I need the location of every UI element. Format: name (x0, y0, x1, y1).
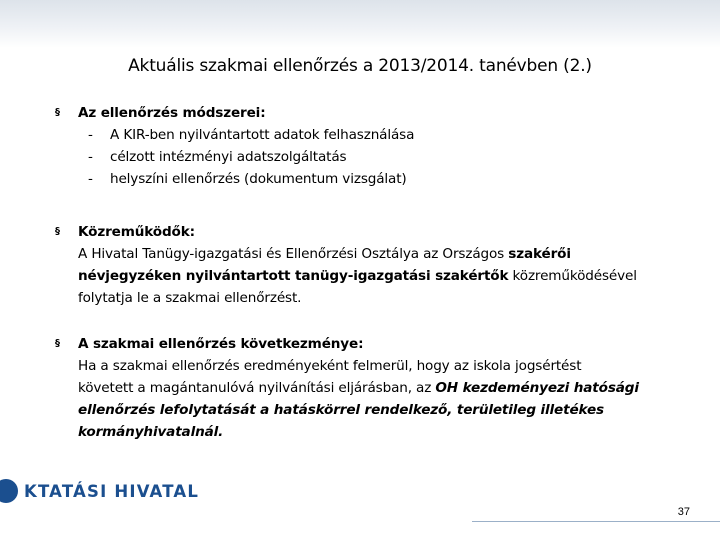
section-methods-body (78, 102, 678, 190)
list-item: - célzott intézményi adatszolgáltatás (88, 149, 347, 165)
section-heading: Az ellenőrzés módszerei: (78, 105, 266, 121)
paragraph-line: ellenőrzés lefolytatását a hatáskörrel rendelkező, területileg illetékes (78, 402, 604, 418)
logo-circle-icon (0, 479, 18, 503)
section-heading: A szakmai ellenőrzés következménye: (78, 336, 364, 352)
footer-divider (472, 521, 720, 522)
paragraph-line: A Hivatal Tanügy-igazgatási és Ellenőrzési Osztálya az Országos szakérői (78, 246, 571, 262)
section-heading: Közreműködők: (78, 224, 195, 240)
paragraph-line: Ha a szakmai ellenőrzés eredményeként felmerül, hogy az iskola jogsértést (78, 358, 582, 374)
list-item: - A KIR-ben nyilvántartott adatok felhasználása (88, 127, 415, 143)
header-band (0, 0, 720, 48)
logo-text: KTATÁSI HIVATAL (24, 481, 200, 501)
paragraph-line: kormányhivatalnál. (78, 424, 224, 440)
section-consequence-body (78, 333, 678, 443)
section-bullet-icon: § (55, 338, 60, 349)
section-bullet-icon: § (55, 226, 60, 237)
logo (0, 476, 260, 506)
paragraph-line: folytatja le a szakmai ellenőrzést. (78, 290, 302, 306)
paragraph-line: követett a magántanulóvá nyilvánítási eljárásban, az OH kezdeményezi hatósági (78, 380, 639, 396)
paragraph-line: névjegyzéken nyilvántartott tanügy-igazgatási szakértők közreműködésével (78, 268, 637, 284)
section-contributors-body (78, 221, 678, 309)
slide-title: Aktuális szakmai ellenőrzés a 2013/2014. tanévben (2.) (128, 56, 592, 76)
section-bullet-icon: § (55, 107, 60, 118)
list-item: - helyszíni ellenőrzés (dokumentum vizsgálat) (88, 171, 407, 187)
page-number: 37 (677, 506, 690, 518)
